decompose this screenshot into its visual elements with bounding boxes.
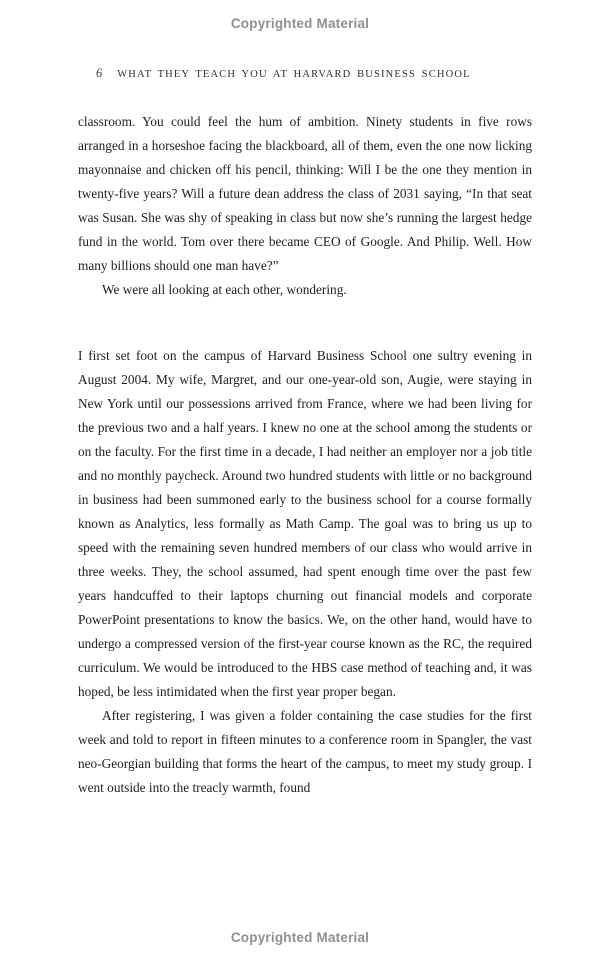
running-header <box>96 64 471 82</box>
running-title: WHAT THEY TEACH YOU AT HARVARD BUSINESS SCHOOL <box>117 69 471 80</box>
copyright-notice-bottom: Copyrighted Material <box>230 930 370 945</box>
paragraph: classroom. You could feel the hum of ambition. Ninety students in five rows arranged in a horseshoe facing the blackboard, all of them, even the one now licking mayonnaise and chicken off his pencil, thinking: Will I be the one they mention in twenty-five years? Will a future dean address the class of 2031 saying, “In that seat was Susan. She was shy of speaking in class but now she’s running the largest hedge fund in the world. Tom over there became CEO of Google. And Philip. Well. How many billions should one man have?” <box>78 114 532 273</box>
paragraph: We were all looking at each other, wondering. <box>102 282 347 297</box>
paragraph: After registering, I was given a folder containing the case studies for the first week and told to report in fifteen minutes to a conference room in Spangler, the vast neo-Georgian building that forms the heart of the campus, to meet my study group. I went outside into the treacly warmth, found <box>78 708 532 795</box>
copyright-notice-top: Copyrighted Material <box>230 16 370 31</box>
paragraph: I first set foot on the campus of Harvard Business School one sultry evening in August 2004. My wife, Margret, and our one-year-old son, Augie, were staying in New York until our possessions arrived from France, where we had been living for the previous two and a half years. I knew no one at the school among the students or on the faculty. For the first time in a decade, I had neither an employer nor a job title and no monthly paycheck. Around two hundred students with little or no background in business had been summoned early to the business school for a course formally known as Analytics, less formally as Math Camp. The goal was to bring us up to speed with the remaining seven hundred members of our class who would arrive in three weeks. They, the school assumed, had spent enough time over the past few years handcuffed to their laptops churning out financial models and corporate PowerPoint presentations to know the basics. We, on the other hand, would have to undergo a compressed version of the first-year course known as the RC, the required curriculum. We would be introduced to the HBS case method of teaching and, it was hoped, be less intimidated when the first year proper began. <box>78 348 532 699</box>
body-text <box>78 110 532 800</box>
page-number: 6 <box>96 66 103 80</box>
